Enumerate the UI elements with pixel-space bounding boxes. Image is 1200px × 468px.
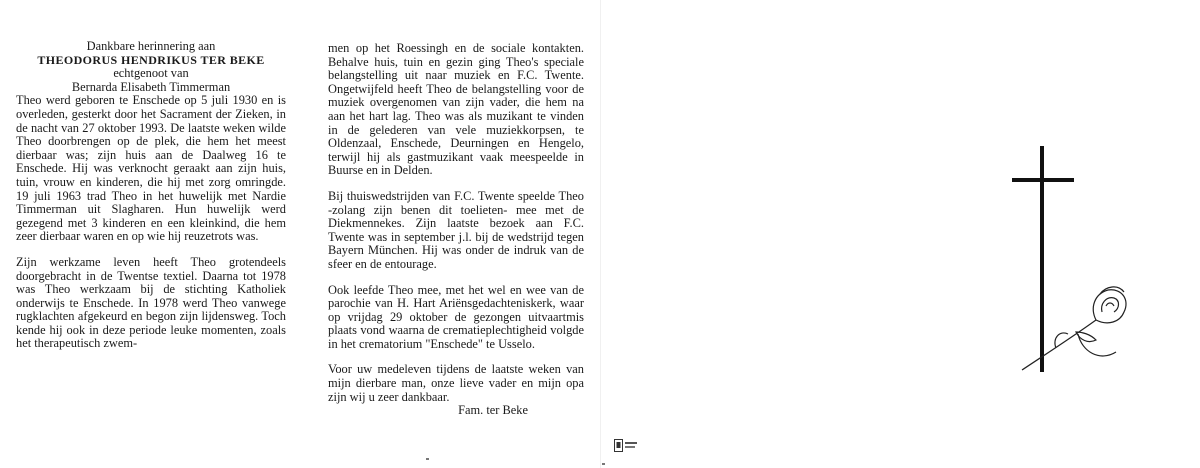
funeral-paragraph: Ook leefde Theo mee, met het wel en wee van de parochie van H. Hart Ariënsgedachteniskerk, waar op vrijdag 29 oktober de gezongen uitvaartmis plaats vond waarna de crematieplechtigheid volgde in het crematorium "Enschede" te Usselo. — [328, 282, 584, 351]
interests-paragraph: men op het Roessingh en de sociale kontakten. Behalve huis, tuin en gezin ging Theo's speciale belangstelling uit naar muziek en F.C. Twente. Ongetwijfeld heeft Theo de belangstelling voor de muziek overgenomen van zijn vader, die hem na aan het hart lag. Theo was als muzikant te vinden in de gelederen van vele muziekkorpsen, te Oldenzaal, Enschede, Deurningen en Hengelo, terwijl hij als gastmuzikant vaak meespeelde in Buurse en in Delden. — [328, 41, 584, 178]
intro-line: Dankbare herinnering aan — [86, 39, 216, 53]
football-paragraph: Bij thuiswedstrijden van F.C. Twente speelde Theo -zolang zijn benen dit toelieten- mee met de Diekmennekes. Zijn laatste bezoek aan F.C. Twente was in september j.l. bij de wedstrijd tegen Bayern München. Hij was onder de indruk van de sfeer en de entourage. — [328, 188, 584, 271]
biography-paragraph: Theo werd geboren te Enschede op 5 juli 1930 en is overleden, gesterkt door het Sacrament der Zieken, in de nacht van 27 oktober 1993. De laatste weken wilde Theo doorbrengen op de plek, die hem het meest dierbaar was; zijn huis aan de Daalweg 16 te Enschede. Hij was verknocht geraakt aan zijn huis, tuin, vrouw en kinderen, die hij met zorg omringde. 19 juli 1963 trad Theo in het huwelijk met Nardie Timmerman uit Slagharen. Hun huwelijk werd gezegend met 3 kinderen en een kleinkind, die hem zeer dierbaar waren en op wie hij reuzetrots was. — [16, 93, 286, 244]
speck-mark — [426, 458, 429, 460]
printer-logo-icon — [614, 439, 638, 453]
right-column — [328, 42, 584, 418]
rose-with-stem-icon — [1016, 282, 1136, 374]
cross-bar — [1012, 178, 1074, 182]
deceased-name: THEODORUS HENDRIKUS TER BEKE — [37, 52, 265, 67]
card-fold-line — [600, 0, 601, 468]
spouse-name: Bernarda Elisabeth Timmerman — [71, 79, 231, 94]
career-paragraph: Zijn werkzame leven heeft Theo grotendeels doorgebracht in de Twentse textiel. Daarna tot 1978 was Theo werkzaam bij de stichting Katholiek onderwijs te Enschede. In 1978 werd Theo vanwege rugklachten afgekeurd en begon zijn lijdensweg. Toch kende hij ook in deze periode leuke momenten, zoals het therapeutisch zwem- — [16, 254, 286, 351]
thanks-paragraph: Voor uw medeleven tijdens de laatste weken van mijn dierbare man, onze lieve vader en mijn opa zijn wij u zeer dankbaar. — [328, 362, 584, 404]
left-column — [16, 40, 286, 351]
relation-line: echtgenoot van — [113, 66, 189, 81]
family-signature: Fam. ter Beke — [458, 403, 528, 418]
speck-mark — [602, 463, 605, 465]
